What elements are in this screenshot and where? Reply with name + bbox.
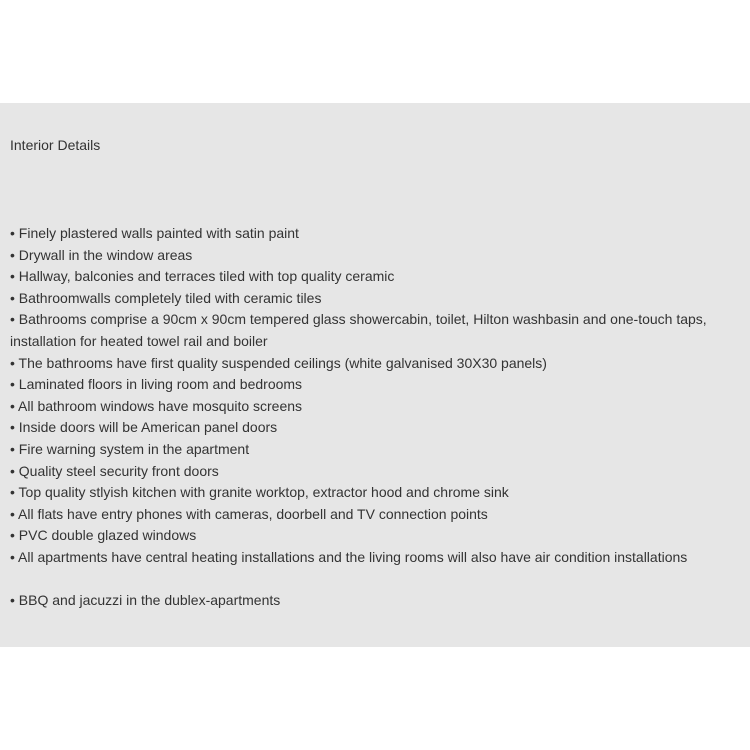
list-item: • Hallway, balconies and terraces tiled with top quality ceramic — [10, 268, 395, 285]
list-item: • All flats have entry phones with cameras, doorbell and TV connection points — [10, 505, 488, 522]
list-item: • Bathroomwalls completely tiled with ceramic tiles — [10, 289, 322, 306]
list-item: • Top quality stlyish kitchen with granite worktop, extractor hood and chrome sink — [10, 484, 509, 501]
list-item: • PVC double glazed windows — [10, 527, 197, 544]
list-item: • Inside doors will be American panel doors — [10, 419, 278, 436]
interior-details-panel — [0, 103, 750, 647]
list-item: • All apartments have central heating installations and the living rooms will also have air condition installations — [10, 548, 688, 565]
list-item: • Fire warning system in the apartment — [10, 440, 250, 457]
feature-list — [10, 223, 744, 612]
list-item: • Finely plastered walls painted with satin paint — [10, 225, 299, 241]
list-item: • All bathroom windows have mosquito screens — [10, 397, 303, 414]
list-item: • Quality steel security front doors — [10, 462, 219, 479]
section-title: Interior Details — [10, 137, 101, 153]
list-item: • Laminated floors in living room and bedrooms — [10, 376, 303, 393]
list-item: • BBQ and jacuzzi in the dublex-apartments — [10, 592, 281, 609]
list-item: • The bathrooms have first quality suspended ceilings (white galvanised 30X30 panels) — [10, 354, 547, 371]
list-item: • Drywall in the window areas — [10, 246, 193, 263]
list-item: • Bathrooms comprise a 90cm x 90cm tempered glass showercabin, toilet, Hilton washbasin and one-touch taps, installation for heated towel rail and boiler — [10, 311, 707, 349]
